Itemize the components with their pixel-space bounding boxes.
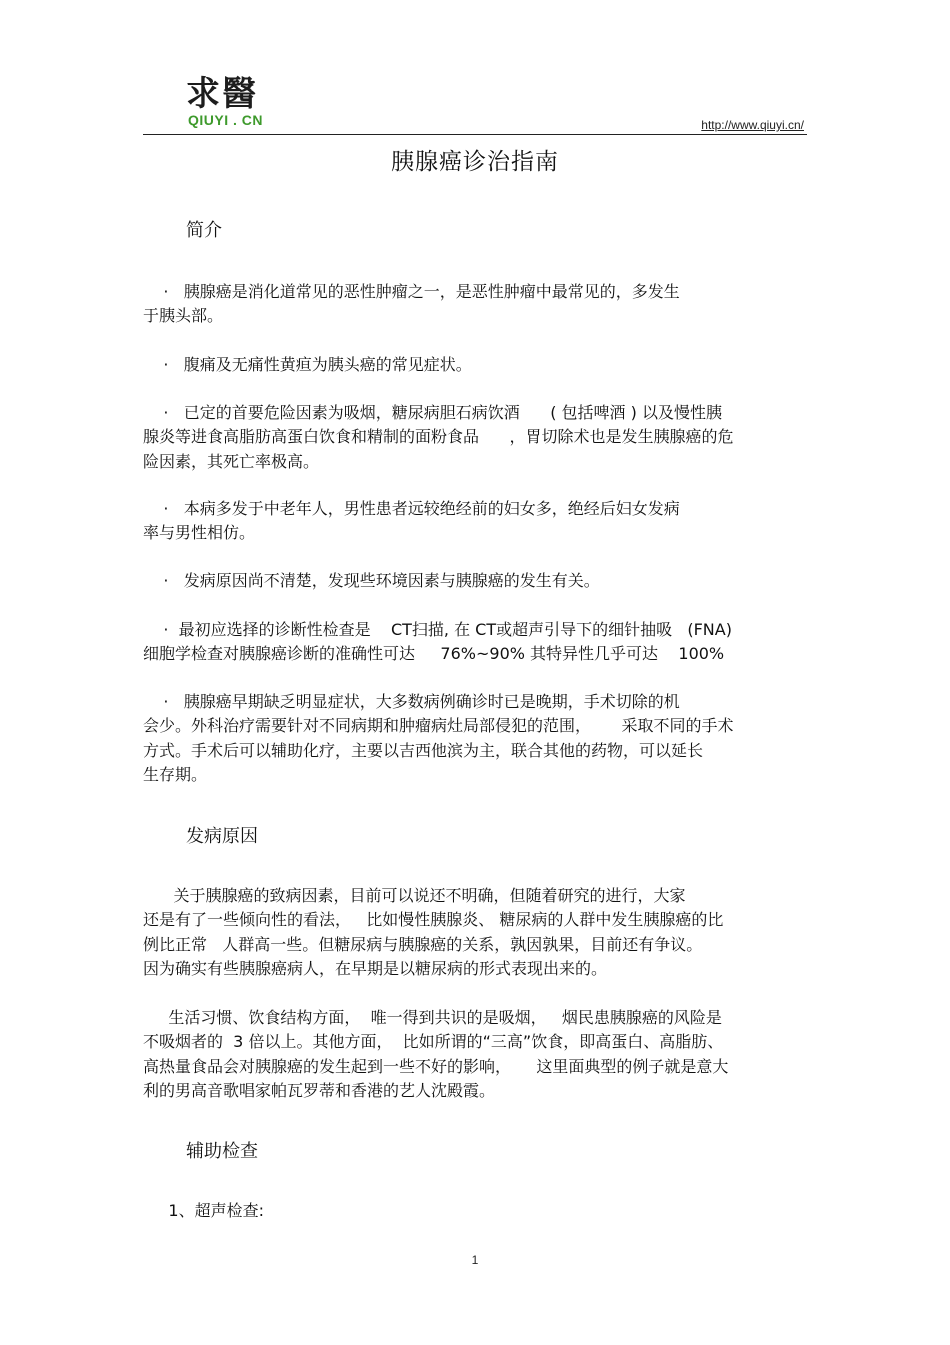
section-heading-intro: 简介 (186, 220, 222, 241)
text-line: · 发病原因尚不清楚，发现些环境因素与胰腺癌的发生有关。 (143, 571, 600, 590)
text-line: · 最初应选择的诊断性检查是 CT扫描, 在 CT或超声引导下的细针抽吸 (FNA) (143, 620, 732, 639)
text-line: 细胞学检查对胰腺癌诊断的准确性可达 76%~90% 其特异性几乎可达 100% (143, 644, 725, 664)
paragraph (143, 401, 813, 474)
paragraph (143, 884, 813, 981)
text-line: 险因素，其死亡率极高。 (143, 451, 320, 471)
paragraph (143, 280, 813, 329)
text-line: · 胰腺癌是消化道常见的恶性肿瘤之一，是恶性肿瘤中最常见的，多发生 (143, 282, 680, 301)
text-line: 率与男性相仿。 (143, 523, 256, 543)
text-line: · 腹痛及无痛性黄疸为胰头癌的常见症状。 (143, 355, 472, 374)
text-line: 不吸烟者的 3 倍以上。其他方面， 比如所谓的“三高”饮食，即高蛋白、高脂肪、 (143, 1032, 724, 1052)
section-heading-causes: 发病原因 (186, 826, 258, 847)
text-line: 高热量食品会对胰腺癌的发生起到一些不好的影响， 这里面典型的例子就是意大 (143, 1056, 729, 1076)
text-line: · 胰腺癌早期缺乏明显症状，大多数病例确诊时已是晚期，手术切除的机 (143, 692, 680, 711)
header-divider (143, 134, 807, 135)
section-heading-auxiliary-exams: 辅助检查 (186, 1141, 258, 1162)
logo-english-text: QIUYI . CN (188, 112, 264, 128)
text-line: 生存期。 (143, 764, 208, 784)
text-line: · 本病多发于中老年人，男性患者远较绝经前的妇女多，绝经后妇女发病 (143, 499, 680, 518)
document-title: 胰腺癌诊治指南 (391, 149, 559, 175)
text-line: 生活习惯、饮食结构方面， 唯一得到共识的是吸烟， 烟民患胰腺癌的风险是 (143, 1008, 722, 1027)
paragraph (143, 497, 813, 546)
text-line: 腺炎等进食高脂肪高蛋白饮食和精制的面粉食品 ，胃切除术也是发生胰腺癌的危 (143, 427, 734, 447)
header-url-link[interactable]: http://www.qiuyi.cn/ (701, 118, 804, 132)
paragraph (143, 1006, 813, 1103)
paragraph (143, 1199, 813, 1223)
paragraph (143, 690, 813, 787)
text-line: 利的男高音歌唱家帕瓦罗蒂和香港的艺人沈殿霞。 (143, 1080, 496, 1100)
text-line: 1、超声检查: (143, 1201, 265, 1220)
paragraph (143, 618, 813, 667)
logo-chinese-text: 求醫 (186, 74, 258, 114)
page-number: 1 (471, 1253, 479, 1267)
text-line: 关于胰腺癌的致病因素，目前可以说还不明确，但随着研究的进行，大家 (143, 886, 686, 905)
paragraph (143, 353, 813, 377)
text-line: 于胰头部。 (143, 306, 224, 326)
text-line: 例比正常 人群高一些。但糖尿病与胰腺癌的关系，孰因孰果，目前还有争议。 (143, 934, 703, 954)
qiuyi-logo (186, 76, 276, 132)
text-line: 方式。手术后可以辅助化疗，主要以吉西他滨为主，联合其他的药物，可以延长 (143, 740, 704, 760)
text-line: 因为确实有些胰腺癌病人，在早期是以糖尿病的形式表现出来的。 (143, 958, 608, 978)
text-line: 还是有了一些倾向性的看法， 比如慢性胰腺炎、 糖尿病的人群中发生胰腺癌的比 (143, 910, 724, 930)
text-line: · 已定的首要危险因素为吸烟，糖尿病胆石病饮酒 ( 包括啤酒 ) 以及慢性胰 (143, 403, 722, 422)
paragraph (143, 569, 813, 593)
text-line: 会少。外科治疗需要针对不同病期和肿瘤病灶局部侵犯的范围， 采取不同的手术 (143, 716, 734, 736)
